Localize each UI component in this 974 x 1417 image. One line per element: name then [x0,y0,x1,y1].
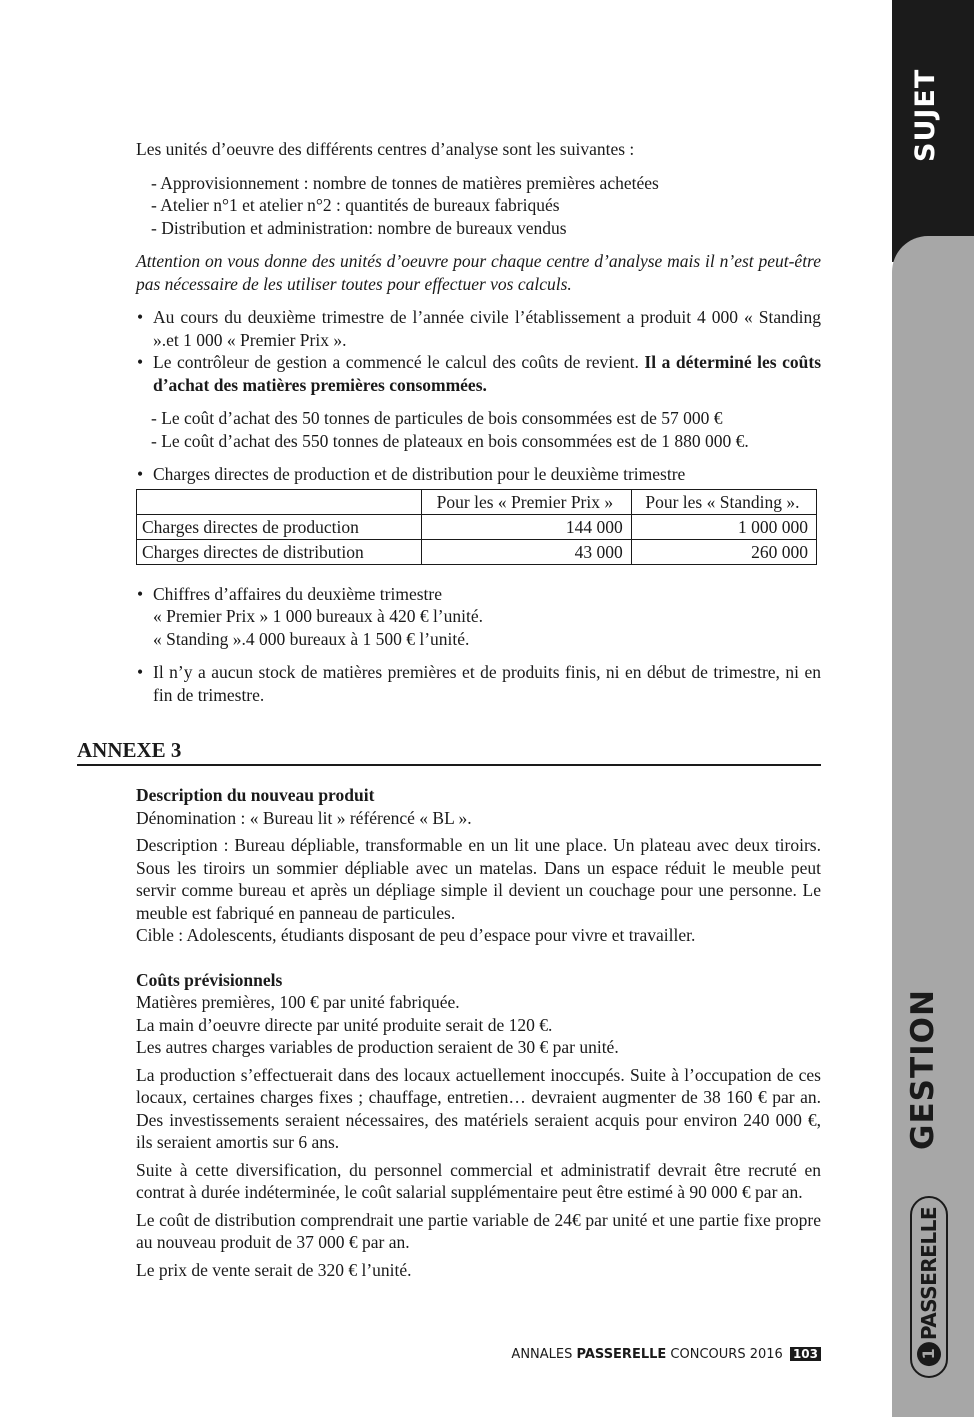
attention-note: Attention on vous donne des unités d’oeuvre pour chaque centre d’analyse mais il n’est peut-être pas nécessaire de les utiliser toutes pour effectuer vos calculs. [136,251,821,294]
description-heading: Description du nouveau produit [136,785,375,805]
couts-heading: Coûts prévisionnels [136,969,283,990]
ca-line: « Standing ».4 000 bureaux à 1 500 € l’unité. [153,628,470,649]
table-cell: Charges directes de distribution [137,539,422,564]
table-cell: 1 000 000 [631,514,816,539]
table-cell: Charges directes de production [137,514,422,539]
bullet-production: • Au cours du deuxième trimestre de l’année civile l’établissement a produit 4 000 « Standing ».et 1 000 « Premier Prix ». [136,306,821,351]
couts-paragraph: La production s’effectuerait dans des locaux actuellement inoccupés. Suite à l’occupation de ces locaux, certaines charges fixes ; chauffage, entretien… devraient augmenter de 38 160 € par an. Des investissements seraient nécessaires, des matériels seraient acquis pour environ 240 000 €, ils seraient amortis sur 6 ans. [136,1064,821,1152]
table-header-cell: Pour les « Premier Prix » [422,489,632,514]
cout-line: Matières premières, 100 € par unité fabriquée. [136,992,460,1012]
description-text: Description : Bureau dépliable, transformable en un lit une place. Un plateau avec deux tiroirs. Sous les tiroirs un sommier dépliable avec un matelas. Dans un espace réduit le meuble peut servir comme bureau et après un dépliage simple il devient un couchage pour une personne. Le meuble est fabriqué en panneau de particules. [136,835,821,923]
cost-item: - Le coût d’achat des 50 tonnes de particules de bois consommées est de 57 000 € [151,408,723,428]
cible: Cible : Adolescents, étudiants disposant de peu d’espace pour vivre et travailler. [136,925,696,945]
cout-line: Les autres charges variables de production seraient de 30 € par unité. [136,1037,619,1057]
gestion-label: GESTION [905,989,941,1150]
table-cell: 144 000 [422,514,632,539]
denomination: Dénomination : « Bureau lit » référencé « BL ». [136,807,472,828]
couts-paragraph: Le prix de vente serait de 320 € l’unité. [136,1259,412,1280]
page-content [136,138,821,706]
bullet-charges: • Charges directes de production et de distribution pour le deuxième trimestre [136,463,821,486]
annexe-content [136,784,821,1281]
footer-brand: PASSERELLE [576,1347,667,1362]
page-number: 103 [790,1347,821,1361]
sujet-label: SUJET [910,68,941,162]
bullet-controleur [136,351,821,396]
annexe-title: ANNEXE 3 [77,737,821,766]
table-cell: 43 000 [422,539,632,564]
table-cell: 260 000 [631,539,816,564]
unit-item: - Approvisionnement : nombre de tonnes de matières premières achetées [151,172,659,193]
logo-text [917,1207,941,1366]
table-header-cell [137,489,422,514]
cout-line: La main d’oeuvre directe par unité produite serait de 120 €. [136,1014,553,1035]
couts-paragraph: Suite à cette diversification, du personnel commercial et administratif devrait être recruté en contrat à durée indéterminée, le coût salarial supplémentaire peut être estimé à 90 000 € par an. [136,1159,821,1202]
logo-word: PASSERELLE [917,1207,941,1341]
logo-number: 1 [917,1343,941,1367]
table-row [137,539,817,564]
table-header-cell: Pour les « Standing ». [631,489,816,514]
bullet-stock: • Il n’y a aucun stock de matières premières et de produits finis, ni en début de trimestre, ni en fin de trimestre. [136,661,821,706]
couts-paragraph: Le coût de distribution comprendrait une partie variable de 24€ par unité et une partie fixe propre au nouveau produit de 37 000 € par an. [136,1209,821,1252]
unit-item: - Atelier n°1 et atelier n°2 : quantités de bureaux fabriqués [151,195,560,215]
passerelle-logo [910,1196,948,1378]
cost-item: - Le coût d’achat des 550 tonnes de plateaux en bois consommées est de 1 880 000 €. [151,430,749,451]
charges-table [136,489,817,565]
ca-line: « Premier Prix » 1 000 bureaux à 420 € l’unité. [153,606,484,626]
footer-suffix: CONCOURS 2016 [670,1347,783,1362]
table-header-row [137,489,817,514]
units-intro: Les unités d’oeuvre des différents centres d’analyse sont les suivantes : [136,139,635,159]
bullet-ca: • Chiffres d’affaires du deuxième trimestre [136,583,821,606]
table-row [137,514,817,539]
controleur-text: Le contrôleur de gestion a commencé le calcul des coûts de revient. [153,352,639,372]
unit-item: - Distribution et administration: nombre de bureaux vendus [151,217,567,238]
controleur-bold-text: Il a déterminé les coûts d’achat des matières premières consommées. [153,352,822,395]
page-footer [511,1345,821,1364]
footer-prefix: ANNALES [511,1347,573,1362]
